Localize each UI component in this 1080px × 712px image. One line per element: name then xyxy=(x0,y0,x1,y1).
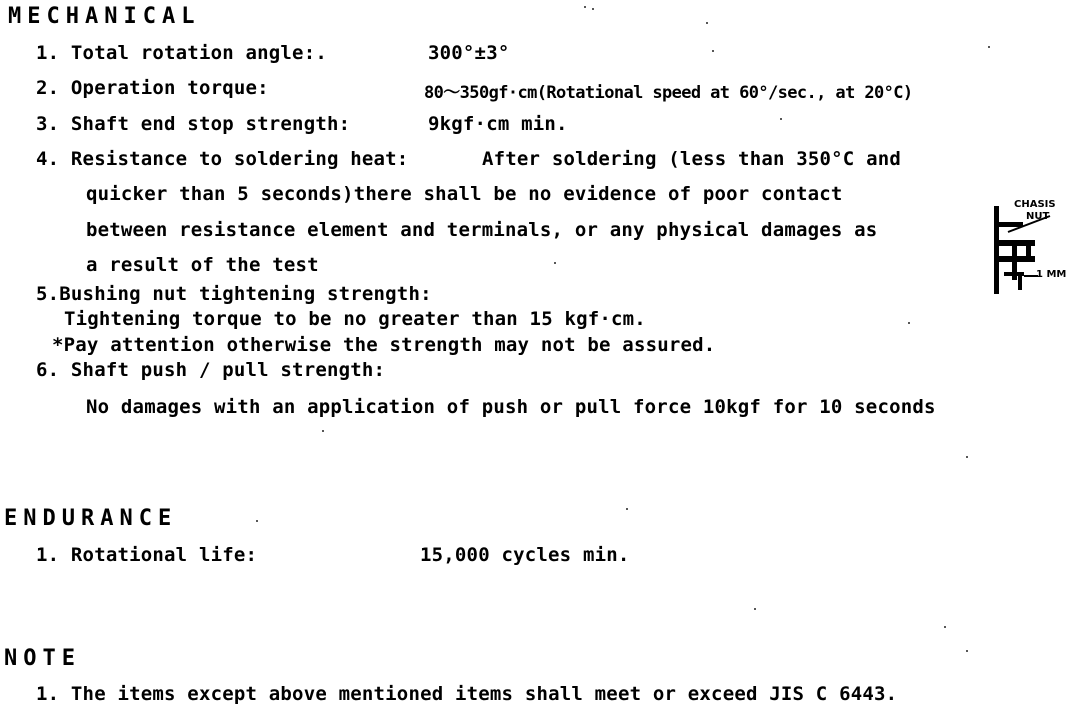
scan-speck xyxy=(626,508,628,510)
scan-speck xyxy=(780,118,782,120)
scan-speck xyxy=(944,626,946,628)
scan-speck xyxy=(712,50,714,52)
mechanical-heading: MECHANICAL xyxy=(8,4,201,29)
mechanical-item-2-label: 2. Operation torque: xyxy=(36,77,269,99)
mechanical-item-3-label: 3. Shaft end stop strength: xyxy=(36,113,351,135)
mechanical-item-1-label: 1. Total rotation angle:. xyxy=(36,42,327,64)
diagram-label-1mm: 1 MM xyxy=(1036,269,1067,280)
scan-speck xyxy=(592,8,594,10)
scan-speck xyxy=(706,22,708,24)
mechanical-item-1 xyxy=(36,42,327,64)
diagram-label-chasis: CHASIS xyxy=(1014,199,1056,210)
scan-speck xyxy=(966,456,968,458)
chassis-nut-diagram xyxy=(990,196,1076,300)
endurance-heading: ENDURANCE xyxy=(4,506,178,531)
mechanical-item-4-cont-2: between resistance element and terminals, or any physical damages as xyxy=(86,219,878,241)
note-item-1: 1. The items except above mentioned items shall meet or exceed JIS C 6443. xyxy=(36,683,898,705)
mechanical-item-3-value: 9kgf·cm min. xyxy=(428,113,568,135)
endurance-item-1-label: 1. Rotational life: xyxy=(36,544,258,566)
endurance-item-1-value: 15,000 cycles min. xyxy=(420,544,630,566)
scan-speck xyxy=(554,262,556,264)
mechanical-item-1-value: 300°±3° xyxy=(428,42,510,64)
scan-speck xyxy=(908,322,910,324)
mechanical-item-6-cont-1: No damages with an application of push or pull force 10kgf for 10 seconds xyxy=(86,396,936,418)
mechanical-item-4-cont-1: quicker than 5 seconds)there shall be no evidence of poor contact xyxy=(86,183,843,205)
scan-speck xyxy=(584,6,586,8)
scan-speck xyxy=(322,430,324,432)
scan-speck xyxy=(966,650,968,652)
scan-speck xyxy=(256,520,258,522)
mechanical-item-5-cont-1: Tightening torque to be no greater than 15 kgf·cm. xyxy=(64,308,646,330)
mechanical-item-4-label: 4. Resistance to soldering heat: xyxy=(36,148,409,170)
mechanical-item-4-cont-3: a result of the test xyxy=(86,254,319,276)
mechanical-item-2-value: 80～350gf·cm(Rotational speed at 60°/sec., at 20°C) xyxy=(424,83,913,103)
scan-speck xyxy=(754,608,756,610)
mechanical-item-4-value: After soldering (less than 350°C and xyxy=(482,148,902,170)
note-heading: NOTE xyxy=(4,646,81,671)
mechanical-item-5-cont-2: *Pay attention otherwise the strength may not be assured. xyxy=(52,334,716,356)
diagram-label-nut: NUT xyxy=(1026,211,1050,222)
mechanical-item-6-label: 6. Shaft push / pull strength: xyxy=(36,359,386,381)
scan-speck xyxy=(988,46,990,48)
mechanical-item-5-label: 5.Bushing nut tightening strength: xyxy=(36,283,432,305)
